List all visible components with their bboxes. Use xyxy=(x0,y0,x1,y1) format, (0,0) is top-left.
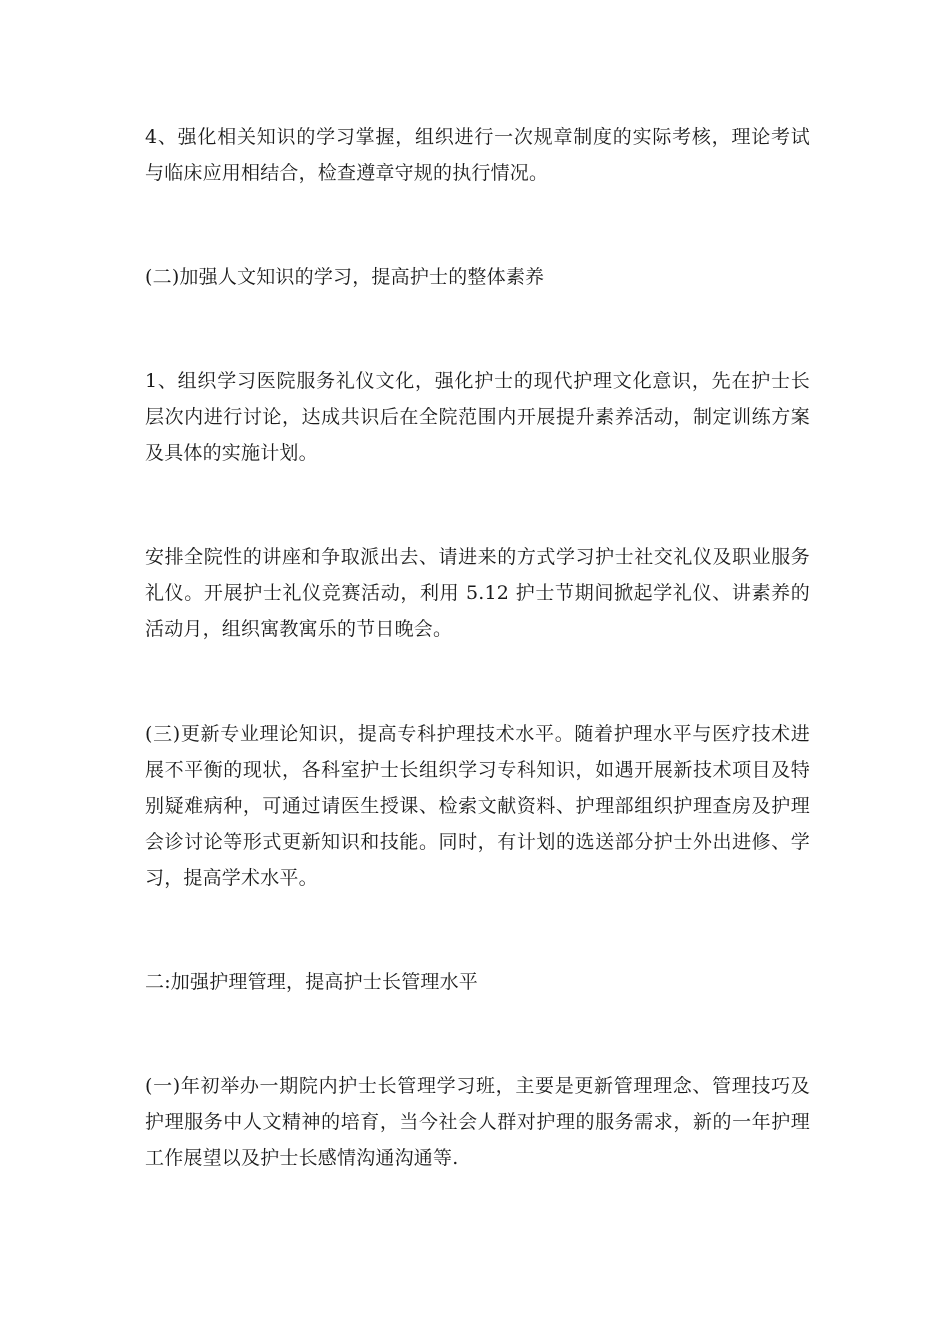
paragraph-section-3: (三)更新专业理论知识，提高专科护理技术水平。随着护理水平与医疗技术进展不平衡的现状，各科室护士长组织学习专科知识，如遇开展新技术项目及特别疑难病种，可通过请医生授课、检索文献资料、护理部组织护理查房及护理会诊讨论等形式更新知识和技能。同时，有计划的选送部分护士外出进修、学习，提高学术水平。 xyxy=(145,723,810,889)
section-heading-2: (二)加强人文知识的学习，提高护士的整体素养 xyxy=(145,266,545,288)
paragraph-etiquette: 安排全院性的讲座和争取派出去、请进来的方式学习护士社交礼仪及职业服务礼仪。开展护士礼仪竞赛活动，利用 5.12 护士节期间掀起学礼仪、讲素养的活动月，组织寓教寓乐的节日晚会。 xyxy=(145,546,810,640)
paragraph-section-1: (一)年初举办一期院内护士长管理学习班，主要是更新管理理念、管理技巧及护理服务中人文精神的培育，当今社会人群对护理的服务需求，新的一年护理工作展望以及护士长感情沟通沟通等. xyxy=(145,1075,810,1169)
section-heading-management: 二:加强护理管理，提高护士长管理水平 xyxy=(145,971,479,993)
paragraph-item-1: 1、组织学习医院服务礼仪文化，强化护士的现代护理文化意识，先在护士长层次内进行讨论，达成共识后在全院范围内开展提升素养活动，制定训练方案及具体的实施计划。 xyxy=(145,370,810,464)
paragraph-item-4: 4、强化相关知识的学习掌握，组织进行一次规章制度的实际考核，理论考试与临床应用相结合，检查遵章守规的执行情况。 xyxy=(145,126,810,184)
